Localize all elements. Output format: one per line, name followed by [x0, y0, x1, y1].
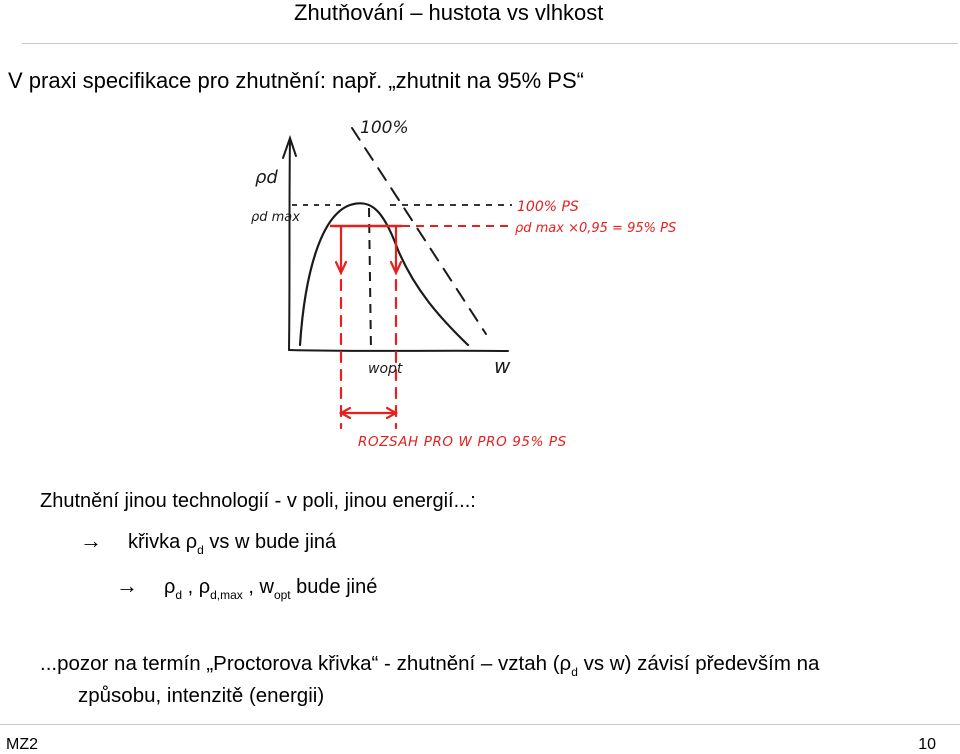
footer-divider — [0, 724, 960, 725]
warning-sub: d — [571, 665, 578, 679]
technology-paragraph: Zhutnění jinou technologií - v poli, jinou energií...: — [40, 490, 476, 512]
wopt-label: wopt — [368, 361, 403, 377]
range-arrow — [341, 408, 396, 418]
compaction-curve — [300, 203, 468, 345]
ps100-label: 100% PS — [517, 199, 579, 215]
ps95-label: ρd max ×0,95 = 95% PS — [515, 221, 677, 236]
bullet-curve-different — [80, 528, 336, 557]
bullet2-s3: opt — [273, 588, 291, 602]
footer-course: MZ2 — [6, 736, 38, 753]
rho-d-label: ρd — [255, 167, 278, 188]
bullet1-sub: d — [197, 543, 204, 557]
arrow-icon: → — [80, 528, 102, 553]
bullet-params-different — [116, 573, 377, 602]
wopt-dashline — [369, 208, 371, 352]
range-label: ROZSAH PRO W PRO 95% PS — [358, 434, 567, 450]
intro-text: V praxi specifikace pro zhutnění: např. „zhutnit na 95% PS“ — [8, 68, 584, 93]
bullet1-text-a: křivka ρ — [128, 531, 198, 553]
bullet2-t3: , w — [242, 576, 274, 598]
bullet2-s1: d — [175, 588, 183, 602]
bullet2-s2: d,max — [210, 588, 243, 602]
page-number: 10 — [918, 736, 936, 753]
proctor-warning-line2: způsobu, intenzitě (energii) — [78, 684, 325, 707]
bullet2-t1: ρ — [164, 576, 176, 598]
rho-dmax-label: ρd max — [251, 210, 300, 225]
w-axis-label: w — [494, 354, 511, 378]
bullet2-t4: bude jiné — [290, 576, 378, 598]
arrow-icon: → — [116, 573, 138, 598]
bullet2-t2: , ρ — [182, 576, 211, 598]
red-down-arrows — [336, 226, 401, 428]
zero-air-voids-line — [352, 128, 486, 334]
warning-text-a: ...pozor na termín „Proctorova křivka“ - zhutnění – vztah (ρ — [40, 652, 572, 675]
proctor-warning-line1 — [40, 652, 819, 679]
saturation-100-label: 100% — [360, 118, 409, 138]
slide-title: Zhutňování – hustota vs vlhkost — [294, 0, 604, 25]
bullet1-text-b: vs w bude jiná — [203, 531, 337, 553]
warning-text-b: vs w) závisí především na — [577, 652, 820, 675]
